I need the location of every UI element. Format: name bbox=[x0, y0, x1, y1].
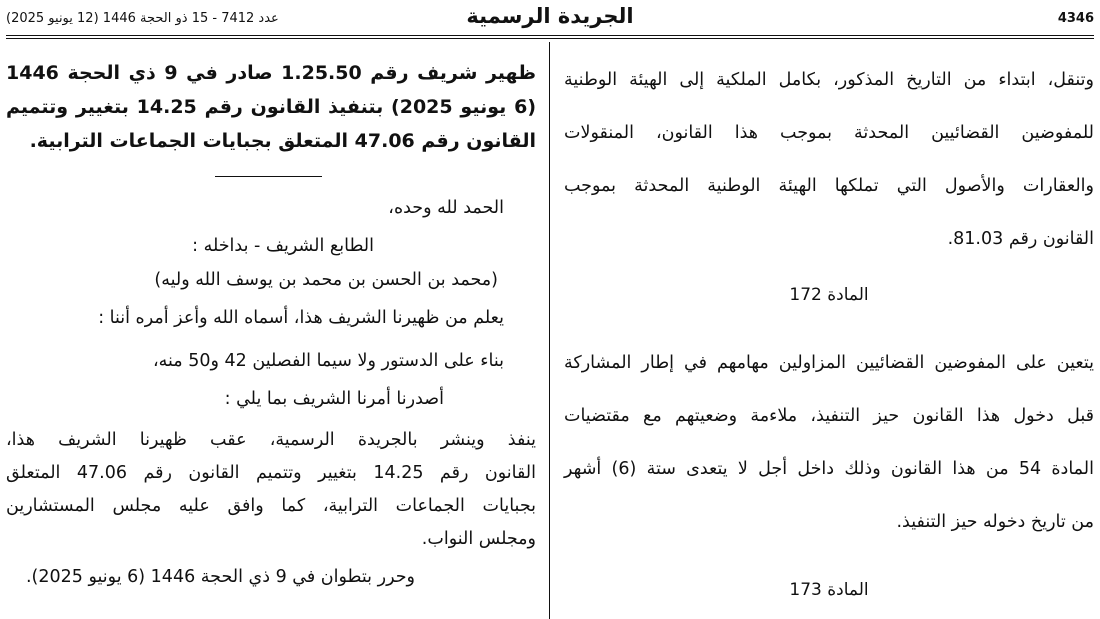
paragraph-article-172 bbox=[564, 337, 1094, 549]
text-line: قبل دخول هذا القانون حيز التنفيذ، ملاءمة وضعيتهم مع مقتضيات bbox=[564, 406, 1094, 426]
issue-info: عدد 7412 - 15 ذو الحجة 1446 (12 يونيو 2025) bbox=[6, 11, 279, 26]
text-line: ينفذ وينشر بالجريدة الرسمية، عقب ظهيرنا الشريف هذا، bbox=[6, 430, 536, 450]
text-line: القانون رقم 81.03. bbox=[947, 229, 1094, 249]
text-line: يتعين على المفوضين القضائيين المزاولين مهامهم في إطار المشاركة bbox=[564, 353, 1094, 373]
column-divider bbox=[549, 42, 550, 619]
left-column bbox=[6, 56, 536, 158]
page-number: 4346 bbox=[1057, 11, 1094, 26]
text-line: المادة 54 من هذا القانون وذلك داخل أجل لا يتعدى ستة (6) أشهر bbox=[564, 459, 1094, 479]
basis-line: بناء على الدستور ولا سيما الفصلين 42 و50 منه، bbox=[153, 351, 504, 371]
text-line: بجبايات الجماعات الترابية، كما وافق عليه مجلس المستشارين bbox=[6, 496, 536, 516]
seal-label: الطابع الشريف - بداخله : bbox=[192, 236, 374, 256]
text-line: والعقارات والأصول التي تملكها الهيئة الوطنية المحدثة بموجب bbox=[564, 176, 1094, 196]
text-line: ومجلس النواب. bbox=[421, 529, 536, 549]
article-172-heading: المادة 172 bbox=[789, 285, 869, 305]
praise-line: الحمد لله وحده، bbox=[388, 198, 504, 218]
dahir-title bbox=[6, 56, 536, 158]
seal-name: (محمد بن الحسن بن محمد بن يوسف الله وليه) bbox=[154, 270, 498, 290]
page-header bbox=[0, 0, 1100, 38]
header-rule bbox=[6, 35, 1094, 39]
paragraph-transfer bbox=[564, 54, 1094, 266]
text-line: للمفوضين القضائيين المحدثة بموجب هذا القانون، المنقولات bbox=[564, 123, 1094, 143]
gazette-title: الجريدة الرسمية bbox=[466, 4, 634, 28]
enactment-paragraph bbox=[6, 424, 536, 556]
order-line: أصدرنا أمرنا الشريف بما يلي : bbox=[224, 389, 444, 409]
article-173-heading: المادة 173 bbox=[789, 580, 869, 600]
notice-line: يعلم من ظهيرنا الشريف هذا، أسماه الله وأعز أمره أننا : bbox=[98, 308, 504, 328]
text-line: القانون رقم 14.25 بتغيير وتتميم القانون رقم 47.06 المتعلق bbox=[6, 463, 536, 483]
text-line: وتنقل، ابتداء من التاريخ المذكور، بكامل الملكية إلى الهيئة الوطنية bbox=[564, 70, 1094, 90]
text-line: من تاريخ دخوله حيز التنفيذ. bbox=[896, 512, 1094, 532]
title-line: ظهير شريف رقم 1.25.50 صادر في 9 ذي الحجة 1446 bbox=[6, 62, 536, 84]
title-line: القانون رقم 47.06 المتعلق بجبايات الجماعات الترابية. bbox=[29, 130, 536, 152]
right-column bbox=[564, 54, 1094, 605]
title-line: (6 يونيو 2025) بتنفيذ القانون رقم 14.25 بتغيير وتتميم bbox=[6, 96, 536, 118]
signed-line: وحرر بتطوان في 9 ذي الحجة 1446 (6 يونيو 2025). bbox=[25, 567, 415, 587]
title-separator bbox=[215, 176, 322, 177]
